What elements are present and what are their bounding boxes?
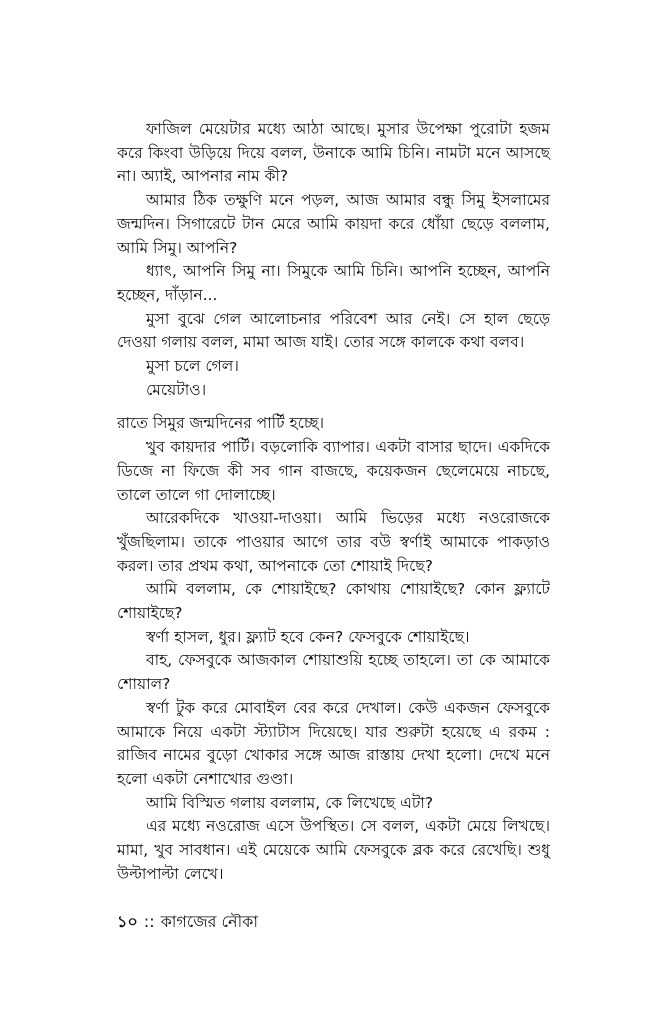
paragraph: স্বর্ণা হাসল, ধুর। ফ্ল্যাট হবে কেন? ফেসবুকে শোয়াইছে। [146,627,470,646]
paragraph: আমি বললাম, কে শোয়াইছে? কোথায় শোয়াইছে? কোন ফ্ল্যাটে শোয়াইছে? [117,580,550,623]
book-title: কাগজের নৌকা [160,912,258,931]
paragraph: এর মধ্যে নওরোজ এসে উপস্থিত। সে বলল, একটা মেয়ে লিখছে। মামা, খুব সাবধান। এই মেয়েকে আমি ফেসবুকে ব্লক করে রেখেছি। শুধু উল্টাপাল্টা লেখে। [117,817,550,883]
paragraph: আরেকদিকে খাওয়া-দাওয়া। আমি ভিড়ের মধ্যে নওরোজকে খুঁজছিলাম। তাকে পাওয়ার আগে তার বউ স্বর্ণাই আমাকে পাকড়াও করল। তার প্রথম কথা, আপনাকে তো শোয়াই দিছে? [117,509,550,575]
paragraph: মুসা চলে গেল। [146,357,239,376]
footer-separator: :: [143,912,155,931]
page-footer [117,910,258,934]
paragraph: মুসা বুঝে গেল আলোচনার পরিবেশ আর নেই। সে হাল ছেড়ে দেওয়া গলায় বলল, মামা আজ যাই। তোর সঙ্গে কালকে কথা বলব। [117,309,550,352]
paragraph: আমার ঠিক তক্ষুণি মনে পড়ল, আজ আমার বন্ধু সিমু ইসলামের জন্মদিন। সিগারেটে টান মেরে আমি কায়দা করে ধোঁয়া ছেড়ে বললাম, আমি সিমু। আপনি? [117,191,550,257]
page-number: ১০ [117,912,138,931]
paragraph: খুব কায়দার পার্টি। বড়লোকি ব্যাপার। একটা বাসার ছাদে। একদিকে ডিজে না ফিজে কী সব গান বাজছে, কয়েকজন ছেলেমেয়ে নাচছে, তালে তালে গা দোলাচ্ছে। [117,438,550,504]
section-break [117,402,550,412]
paragraph: ফাজিল মেয়েটার মধ্যে আঠা আছে। মুসার উপেক্ষা পুরোটা হজম করে কিংবা উড়িয়ে দিয়ে বলল, উনাকে আমি চিনি। নামটা মনে আসছে না। অ্যাই, আপনার নাম কী? [117,120,550,186]
paragraph: স্বর্ণা টুক করে মোবাইল বের করে দেখাল। কেউ একজন ফেসবুকে আমাকে নিয়ে একটা স্ট্যাটাস দিয়েছে। যার শুরুটা হয়েছে এ রকম : রাজিব নামের বুড়ো খোকার সঙ্গে আজ রাস্তায় দেখা হলো। দেখে মনে হলো একটা নেশাখোর গুণ্ডা। [117,698,550,788]
paragraph: মেয়েটাও। [146,380,207,399]
paragraph: বাহ, ফেসবুকে আজকাল শোয়াশুয়ি হচ্ছে তাহলে। তা কে আমাকে শোয়াল? [117,651,550,694]
paragraph: ধ্যাৎ, আপনি সিমু না। সিমুকে আমি চিনি। আপনি হচ্ছেন, আপনি হচ্ছেন, দাঁড়ান... [117,262,550,304]
section-opening-paragraph: রাতে সিমুর জন্মদিনের পার্টি হচ্ছে। [117,414,325,433]
paragraph: আমি বিস্মিত গলায় বললাম, কে লিখেছে এটা? [146,793,434,812]
page-body [117,118,550,887]
